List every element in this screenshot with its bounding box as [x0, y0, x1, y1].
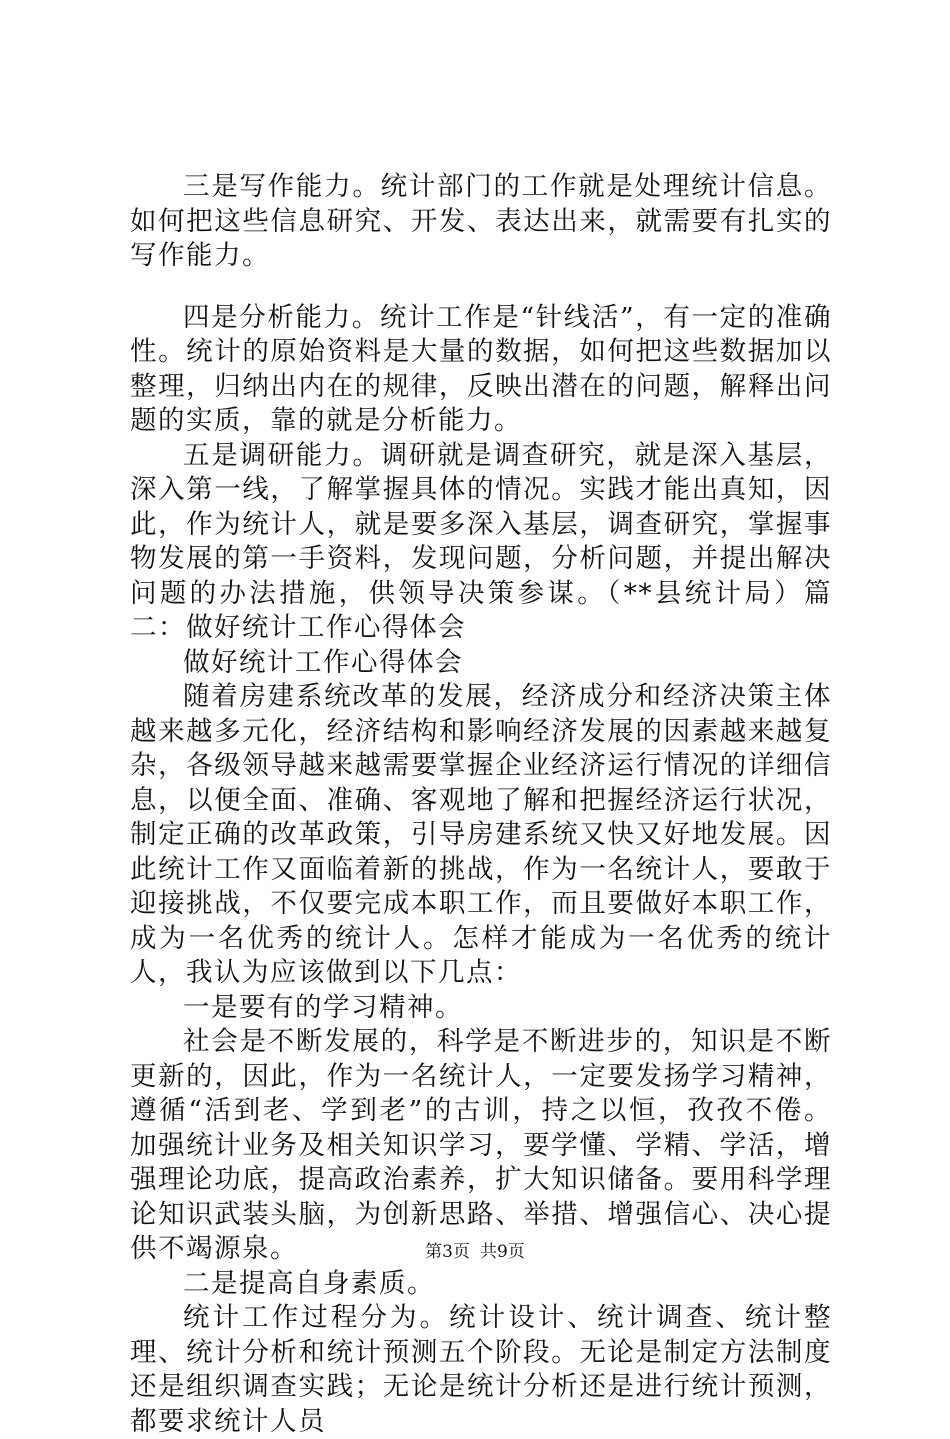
page-number: 第3页 [425, 1242, 470, 1262]
paragraph-research-ability: 五是调研能力。调研就是调查研究，就是深入基层，深入第一线，了解掌握具体的情况。实践才能出真知，因此，作为统计人，就是要多深入基层，调查研究，掌握事物发展的第一手资料，发现问题，分析问题，并提出解决问题的办法措施，供领导决策参谋。（**县统计局）篇二：做好统计工作心得体会 [130, 439, 832, 643]
point-heading-learning: 一是要有的学习精神。 [183, 991, 463, 1023]
paragraph-analysis-ability: 四是分析能力。统计工作是“针线活”，有一定的准确性。统计的原始资料是大量的数据，如何把这些数据加以整理，归纳出内在的规律，反映出潜在的问题，解释出问题的实质，靠的就是分析能力。 [130, 301, 832, 436]
point-heading-quality: 二是提高自身素质。 [183, 1267, 435, 1299]
section-title: 做好统计工作心得体会 [183, 646, 463, 678]
paragraph-intro: 随着房建系统改革的发展，经济成分和经济决策主体越来越多元化，经济结构和影响经济发展的因素越来越复杂，各级领导越来越需要掌握企业经济运行情况的详细信息，以便全面、准确、客观地了解和把握经济运行状况，制定正确的改革政策，引导房建系统又快又好地发展。因此统计工作又面临着新的挑战，作为一名统计人，要敢于迎接挑战，不仅要完成本职工作，而且要做好本职工作，成为一名优秀的统计人。怎样才能成为一名优秀的统计人，我认为应该做到以下几点： [130, 681, 832, 988]
page-footer [0, 1241, 950, 1263]
page-total: 共9页 [480, 1242, 525, 1262]
paragraph-learning: 社会是不断发展的，科学是不断进步的，知识是不断更新的，因此，作为一名统计人，一定要发扬学习精神，遵循“活到老、学到老”的古训，持之以恒，孜孜不倦。加强统计业务及相关知识学习，要学懂、学精、学活，增强理论功底，提高政治素养，扩大知识储备。要用科学理论知识武装头脑，为创新思路、举措、增强信心、决心提供不竭源泉。 [130, 1026, 832, 1264]
paragraph-process: 统计工作过程分为。统计设计、统计调查、统计整理、统计分析和统计预测五个阶段。无论是制定方法制度还是组织调查实践；无论是统计分析还是进行统计预测，都要求统计人员 [130, 1302, 832, 1437]
paragraph-writing-ability: 三是写作能力。统计部门的工作就是处理统计信息。如何把这些信息研究、开发、表达出来，就需要有扎实的写作能力。 [130, 171, 832, 271]
